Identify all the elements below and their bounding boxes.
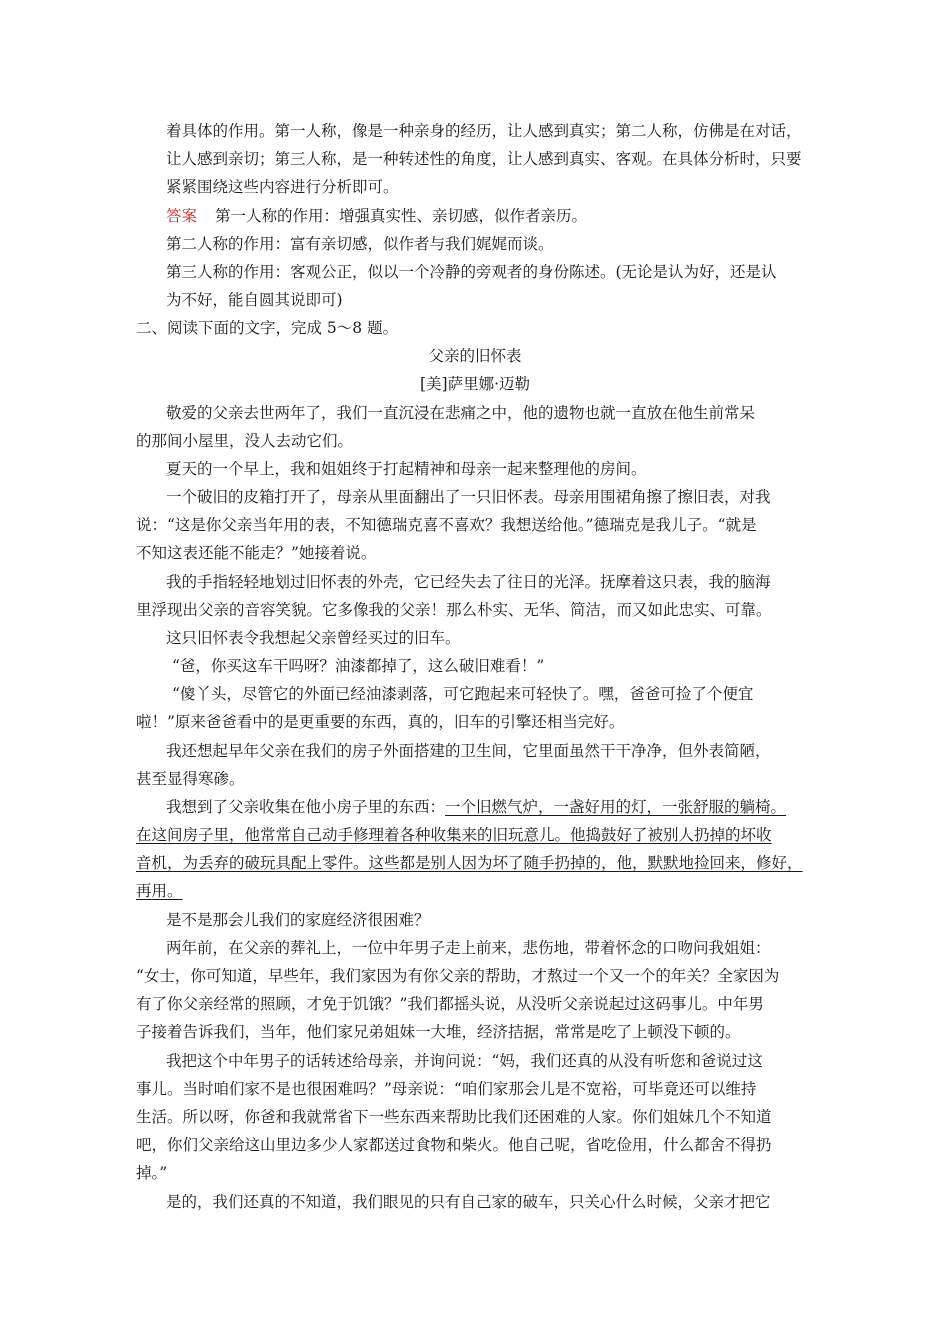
answer-second: 第二人称的作用：富有亲切感，似作者与我们娓娓而谈。	[166, 235, 554, 253]
answer-third-line2: 为不好，能自圆其说即可)	[166, 291, 343, 309]
answer-line-first	[166, 205, 587, 227]
body-line: “女士，你可知道，早些年，我们家因为有你父亲的帮助，才熬过一个又一个的年关？全家因为	[136, 967, 780, 985]
body-line: 的那间小屋里，没人去动它们。	[136, 432, 354, 450]
analysis-line: 着具体的作用。第一人称，像是一种亲身的经历，让人感到真实；第二人称，仿佛是在对话，	[166, 122, 802, 140]
body-line: “傻丫头，尽管它的外面已经油漆剥落，可它跑起来可轻快了。嘿，爸爸可捡了个便宜	[172, 685, 754, 703]
body-line: 是的，我们还真的不知道，我们眼见的只有自己家的破车，只关心什么时候，父亲才把它	[166, 1193, 771, 1211]
article-author: [美]萨里娜·迈勒	[419, 375, 531, 393]
body-line: 子接着告诉我们，当年，他们家兄弟姐妹一大堆，经济拮据，常常是吃了上顿没下顿的。	[136, 1023, 741, 1041]
underlined-text: 音机，为丢弃的破玩具配上零件。这些都是别人因为坏了随手扔掉的，他，默默地捡回来，修好，	[136, 854, 803, 872]
body-line: 生活。所以呀，你爸和我就常省下一些东西来帮助比我们还困难的人家。你们姐妹几个不知道	[136, 1108, 772, 1126]
body-line: 说：“这是你父亲当年用的表，不知德瑞克喜不喜欢？我想送给他。”德瑞克是我儿子。“就是	[136, 516, 757, 534]
body-line: “爸，你买这车干吗呀？油漆都掉了，这么破旧难看！”	[172, 657, 545, 675]
underlined-text: 一个旧燃气炉，一盏好用的灯，一张舒服的躺椅。	[445, 798, 787, 816]
body-line: 掉。”	[136, 1164, 168, 1182]
body-line: 吧，你们父亲给这山里边多少人家都送过食物和柴火。他自己呢，省吃俭用，什么都舍不得扔	[136, 1136, 772, 1154]
underlined-para-lead: 我想到了父亲收集在他小房子里的东西：	[166, 798, 446, 816]
answer-first: 第一人称的作用：增强真实性、亲切感，似作者亲历。	[215, 207, 588, 225]
article-title: 父亲的旧怀表	[428, 347, 522, 365]
section-heading: 二、阅读下面的文字，完成 5～8 题。	[136, 319, 399, 337]
answer-third-line1: 第三人称的作用：客观公正，似以一个冷静的旁观者的身份陈述。(无论是认为好，还是认	[166, 263, 777, 281]
body-line: 这只旧怀表令我想起父亲曾经买过的旧车。	[166, 629, 461, 647]
body-line: 啦！”原来爸爸看中的是更重要的东西，真的，旧车的引擎还相当完好。	[136, 713, 625, 731]
underlined-text: 在这间房子里，他常常自己动手修理着各种收集来的旧玩意儿。他捣鼓好了被别人扔掉的坏收	[136, 826, 772, 844]
analysis-line: 紧紧围绕这些内容进行分析即可。	[166, 178, 399, 196]
body-line: 夏天的一个早上，我和姐姐终于打起精神和母亲一起来整理他的房间。	[166, 460, 647, 478]
underlined-text: 再用。	[136, 882, 183, 900]
body-line: 我的手指轻轻地划过旧怀表的外壳，它已经失去了往日的光泽。抚摩着这只表，我的脑海	[166, 573, 771, 591]
body-line: 我把这个中年男子的话转述给母亲，并询问说：“妈，我们还真的从没有听您和爸说过这	[166, 1052, 763, 1070]
body-line: 事儿。当时咱们家不是也很困难吗？”母亲说：“咱们家那会儿是不宽裕，可毕竟还可以维持	[136, 1080, 757, 1098]
body-line: 有了你父亲经常的照顾，才免于饥饿？”我们都摇头说，从没听父亲说起过这码事儿。中年男	[136, 995, 764, 1013]
analysis-line: 让人感到亲切；第三人称，是一种转述性的角度，让人感到真实、客观。在具体分析时，只要	[166, 150, 802, 168]
answer-label: 答案	[166, 207, 198, 225]
body-line: 我还想起早年父亲在我们的房子外面搭建的卫生间，它里面虽然干干净净，但外表简陋，	[166, 742, 771, 760]
body-line: 甚至显得寒碜。	[136, 770, 245, 788]
body-line: 一个破旧的皮箱打开了，母亲从里面翻出了一只旧怀表。母亲用围裙角擦了擦旧表，对我	[166, 488, 771, 506]
body-line: 两年前，在父亲的葬礼上，一位中年男子走上前来，悲伤地，带着怀念的口吻问我姐姐：	[166, 939, 771, 957]
body-line: 里浮现出父亲的音容笑貌。它多像我的父亲！那么朴实、无华、简洁，而又如此忠实、可靠。	[136, 601, 772, 619]
underlined-para-line1	[166, 796, 786, 818]
body-line: 敬爱的父亲去世两年了，我们一直沉浸在悲痛之中，他的遗物也就一直放在他生前常呆	[166, 404, 756, 422]
body-line: 是不是那会儿我们的家庭经济很困难？	[166, 911, 430, 929]
body-line: 不知这表还能不能走？”她接着说。	[136, 544, 377, 562]
